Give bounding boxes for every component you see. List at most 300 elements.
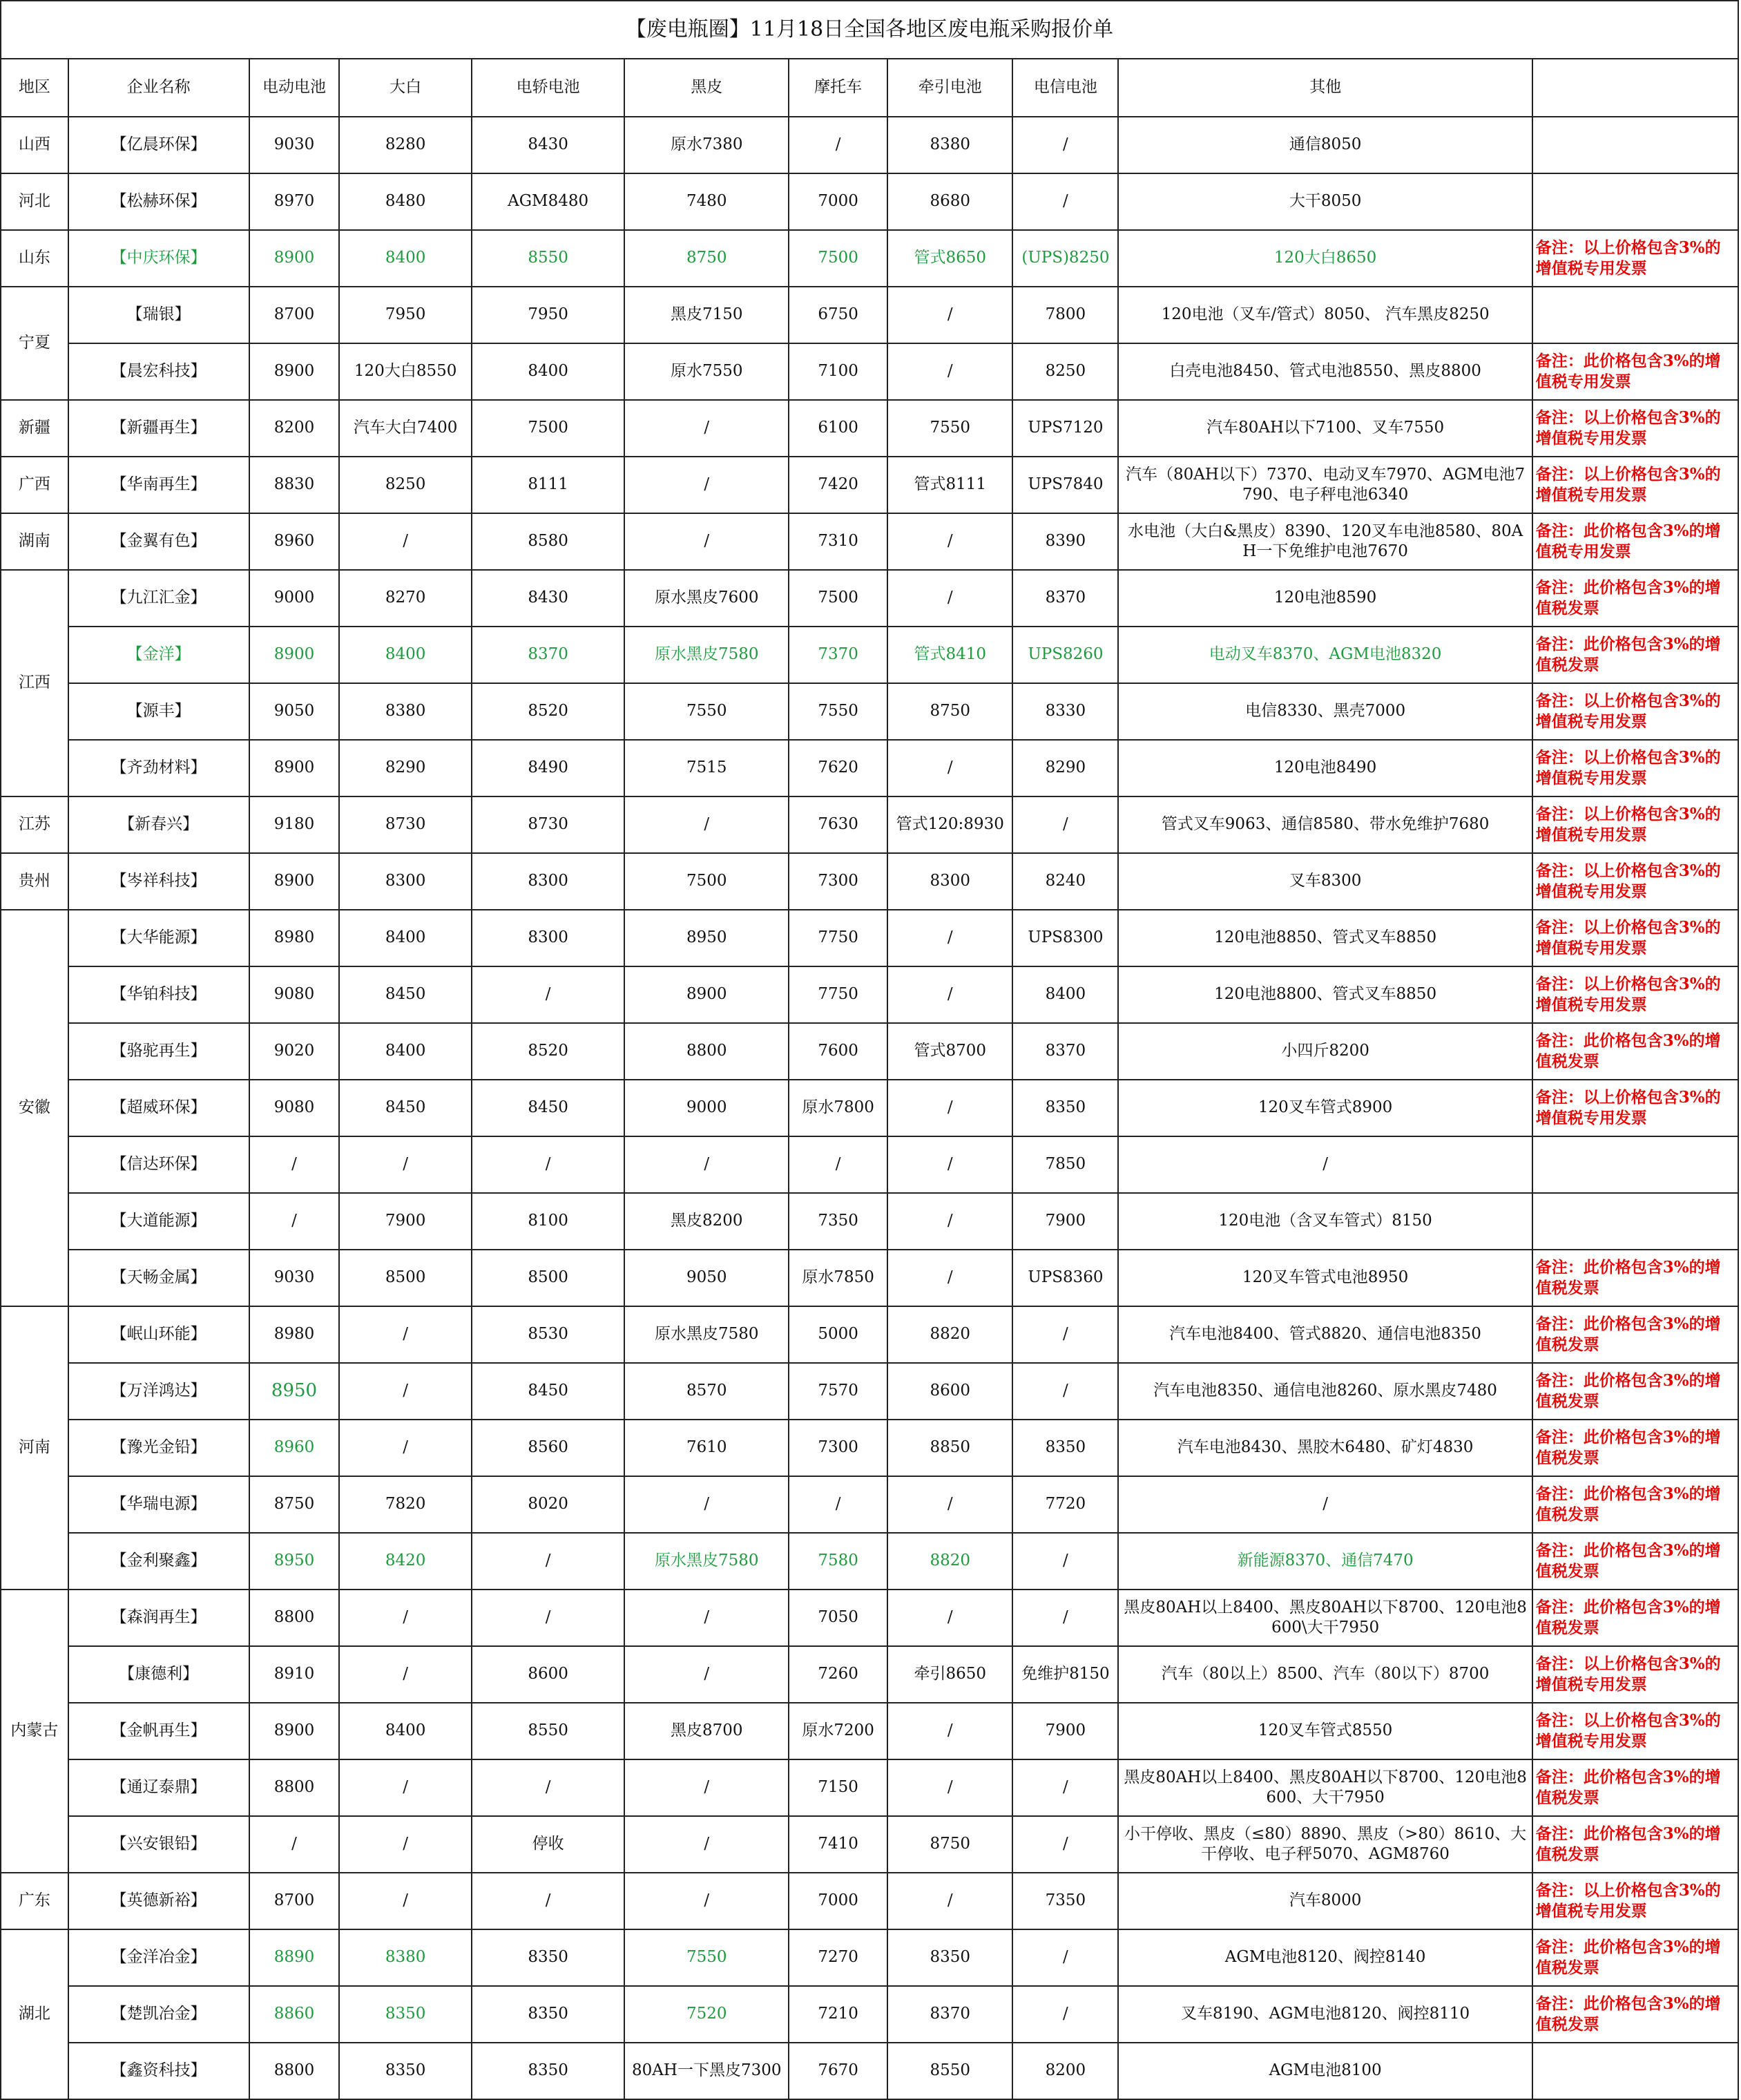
motorcycle-cell: 7410 — [789, 1816, 887, 1873]
electric-battery-cell: 8900 — [249, 343, 340, 400]
telecom-battery-cell: / — [1012, 1816, 1118, 1873]
motorcycle-cell: 7750 — [789, 966, 887, 1023]
note-cell: 备注：以上价格包含3%的增值税专用发票 — [1532, 230, 1738, 287]
telecom-battery-cell: / — [1012, 1533, 1118, 1590]
table-row — [1, 1873, 1738, 1929]
dabai-cell: 8420 — [339, 1533, 471, 1590]
other-cell: 水电池（大白&黑皮）8390、120叉车电池8580、80AH一下免维护电池7670 — [1118, 513, 1532, 570]
telecom-battery-cell: 8370 — [1012, 1023, 1118, 1080]
motorcycle-cell: 7580 — [789, 1533, 887, 1590]
dabai-cell: / — [339, 513, 471, 570]
table-row — [1, 1306, 1738, 1363]
dabai-cell: / — [339, 1816, 471, 1873]
note-cell: 备注：以上价格包含3%的增值税专用发票 — [1532, 1646, 1738, 1703]
header-note — [1532, 59, 1738, 117]
car-battery-cell: 8520 — [472, 1023, 625, 1080]
table-row — [1, 457, 1738, 513]
motorcycle-cell: 7260 — [789, 1646, 887, 1703]
table-row — [1, 1250, 1738, 1306]
car-battery-cell: 8450 — [472, 1080, 625, 1136]
telecom-battery-cell: 8330 — [1012, 683, 1118, 740]
heipi-cell: / — [624, 1816, 789, 1873]
dabai-cell: 120大白8550 — [339, 343, 471, 400]
note-cell: 备注：此价格包含3%的增值税发票 — [1532, 570, 1738, 627]
other-cell: 120电池8850、管式叉车8850 — [1118, 910, 1532, 966]
company-cell: 【金帆再生】 — [68, 1703, 249, 1759]
heipi-cell: 原水7380 — [624, 117, 789, 173]
electric-battery-cell: 8750 — [249, 1476, 340, 1533]
header-traction-battery: 牵引电池 — [887, 59, 1012, 117]
dabai-cell: 8450 — [339, 966, 471, 1023]
car-battery-cell: 8520 — [472, 683, 625, 740]
note-cell: 备注：此价格包含3%的增值税专用发票 — [1532, 343, 1738, 400]
electric-battery-cell: 9030 — [249, 117, 340, 173]
electric-battery-cell: 8900 — [249, 853, 340, 910]
dabai-cell: 8380 — [339, 683, 471, 740]
table-row — [1, 570, 1738, 627]
telecom-battery-cell: (UPS)8250 — [1012, 230, 1118, 287]
other-cell: 120叉车管式8550 — [1118, 1703, 1532, 1759]
note-cell: 备注：此价格包含3%的增值税发票 — [1532, 1250, 1738, 1306]
other-cell: 120叉车管式电池8950 — [1118, 1250, 1532, 1306]
traction-battery-cell: / — [887, 1193, 1012, 1250]
company-cell: 【超威环保】 — [68, 1080, 249, 1136]
motorcycle-cell: 7370 — [789, 627, 887, 683]
dabai-cell: 8250 — [339, 457, 471, 513]
motorcycle-cell: 原水7850 — [789, 1250, 887, 1306]
dabai-cell: 7950 — [339, 287, 471, 343]
electric-battery-cell: / — [249, 1136, 340, 1193]
note-cell: 备注：此价格包含3%的增值税发票 — [1532, 1420, 1738, 1476]
electric-battery-cell: 8900 — [249, 740, 340, 796]
telecom-battery-cell: / — [1012, 1929, 1118, 1986]
other-cell: 新能源8370、通信7470 — [1118, 1533, 1532, 1590]
traction-battery-cell: 管式8650 — [887, 230, 1012, 287]
other-cell: 汽车80AH以下7100、叉车7550 — [1118, 400, 1532, 457]
table-row — [1, 1476, 1738, 1533]
other-cell: 叉车8190、AGM电池8120、阀控8110 — [1118, 1986, 1532, 2043]
table-row — [1, 966, 1738, 1023]
traction-battery-cell: 8380 — [887, 117, 1012, 173]
electric-battery-cell: 8950 — [249, 1533, 340, 1590]
electric-battery-cell: 8960 — [249, 513, 340, 570]
region-cell: 广东 — [1, 1873, 68, 1929]
electric-battery-cell: 8890 — [249, 1929, 340, 1986]
telecom-battery-cell: 7350 — [1012, 1873, 1118, 1929]
car-battery-cell: 8020 — [472, 1476, 625, 1533]
company-cell: 【晨宏科技】 — [68, 343, 249, 400]
dabai-cell: / — [339, 1646, 471, 1703]
dabai-cell: 8270 — [339, 570, 471, 627]
electric-battery-cell: 8900 — [249, 627, 340, 683]
table-row — [1, 1420, 1738, 1476]
other-cell: 汽车8000 — [1118, 1873, 1532, 1929]
dabai-cell: 8400 — [339, 910, 471, 966]
telecom-battery-cell: 8350 — [1012, 1080, 1118, 1136]
other-cell: 汽车（80AH以下）7370、电动叉车7970、AGM电池7790、电子秤电池6340 — [1118, 457, 1532, 513]
company-cell: 【新春兴】 — [68, 796, 249, 853]
other-cell: AGM电池8100 — [1118, 2043, 1532, 2099]
motorcycle-cell: 7050 — [789, 1590, 887, 1646]
dabai-cell: 8290 — [339, 740, 471, 796]
heipi-cell: 7520 — [624, 1986, 789, 2043]
header-company: 企业名称 — [68, 59, 249, 117]
company-cell: 【金洋】 — [68, 627, 249, 683]
table-row — [1, 740, 1738, 796]
car-battery-cell: 8350 — [472, 2043, 625, 2099]
heipi-cell: 黑皮8200 — [624, 1193, 789, 1250]
dabai-cell: 汽车大白7400 — [339, 400, 471, 457]
header-region: 地区 — [1, 59, 68, 117]
company-cell: 【金翼有色】 — [68, 513, 249, 570]
table-row — [1, 1646, 1738, 1703]
motorcycle-cell: 7420 — [789, 457, 887, 513]
note-cell: 备注：此价格包含3%的增值税发票 — [1532, 1533, 1738, 1590]
other-cell: 电动叉车8370、AGM电池8320 — [1118, 627, 1532, 683]
car-battery-cell: 8430 — [472, 570, 625, 627]
heipi-cell: 8750 — [624, 230, 789, 287]
company-cell: 【松赫环保】 — [68, 173, 249, 230]
traction-battery-cell: 管式8410 — [887, 627, 1012, 683]
note-cell: 备注：此价格包含3%的增值税发票 — [1532, 1363, 1738, 1420]
heipi-cell: 8900 — [624, 966, 789, 1023]
motorcycle-cell: 7300 — [789, 1420, 887, 1476]
other-cell: 管式叉车9063、通信8580、带水免维护7680 — [1118, 796, 1532, 853]
other-cell: 电信8330、黑壳7000 — [1118, 683, 1532, 740]
table-row — [1, 343, 1738, 400]
traction-battery-cell: 8820 — [887, 1306, 1012, 1363]
electric-battery-cell: 9180 — [249, 796, 340, 853]
note-cell: 备注：此价格包含3%的增值税发票 — [1532, 1590, 1738, 1646]
table-row — [1, 910, 1738, 966]
electric-battery-cell: 8980 — [249, 910, 340, 966]
heipi-cell: 80AH一下黑皮7300 — [624, 2043, 789, 2099]
traction-battery-cell: 管式8700 — [887, 1023, 1012, 1080]
telecom-battery-cell: UPS8360 — [1012, 1250, 1118, 1306]
other-cell: 120电池8800、管式叉车8850 — [1118, 966, 1532, 1023]
motorcycle-cell: 7630 — [789, 796, 887, 853]
heipi-cell: / — [624, 1476, 789, 1533]
note-cell: 备注：此价格包含3%的增值税发票 — [1532, 1023, 1738, 1080]
motorcycle-cell: 原水7200 — [789, 1703, 887, 1759]
telecom-battery-cell: / — [1012, 796, 1118, 853]
traction-battery-cell: / — [887, 1136, 1012, 1193]
company-cell: 【华南再生】 — [68, 457, 249, 513]
motorcycle-cell: 7500 — [789, 570, 887, 627]
motorcycle-cell: 7000 — [789, 173, 887, 230]
traction-battery-cell: / — [887, 570, 1012, 627]
electric-battery-cell: 9050 — [249, 683, 340, 740]
other-cell: / — [1118, 1136, 1532, 1193]
motorcycle-cell: / — [789, 1476, 887, 1533]
motorcycle-cell: 7300 — [789, 853, 887, 910]
heipi-cell: / — [624, 1759, 789, 1816]
company-cell: 【新疆再生】 — [68, 400, 249, 457]
dabai-cell: 8500 — [339, 1250, 471, 1306]
telecom-battery-cell: 8250 — [1012, 343, 1118, 400]
heipi-cell: / — [624, 513, 789, 570]
traction-battery-cell: 8350 — [887, 1929, 1012, 1986]
company-cell: 【岷山环能】 — [68, 1306, 249, 1363]
dabai-cell: / — [339, 1590, 471, 1646]
car-battery-cell: 8100 — [472, 1193, 625, 1250]
traction-battery-cell: / — [887, 1080, 1012, 1136]
company-cell: 【天畅金属】 — [68, 1250, 249, 1306]
car-battery-cell: AGM8480 — [472, 173, 625, 230]
dabai-cell: / — [339, 1306, 471, 1363]
telecom-battery-cell: 8390 — [1012, 513, 1118, 570]
traction-battery-cell: 8550 — [887, 2043, 1012, 2099]
company-cell: 【楚凯冶金】 — [68, 1986, 249, 2043]
electric-battery-cell: 8800 — [249, 1759, 340, 1816]
region-cell: 江西 — [1, 570, 68, 796]
dabai-cell: 7900 — [339, 1193, 471, 1250]
other-cell: 120电池（叉车/管式）8050、 汽车黑皮8250 — [1118, 287, 1532, 343]
electric-battery-cell: 8830 — [249, 457, 340, 513]
table-row — [1, 1816, 1738, 1873]
company-cell: 【中庆环保】 — [68, 230, 249, 287]
region-cell: 山东 — [1, 230, 68, 287]
note-cell: 备注：此价格包含3%的增值税发票 — [1532, 1476, 1738, 1533]
table-row — [1, 1703, 1738, 1759]
region-cell: 河南 — [1, 1306, 68, 1590]
car-battery-cell: / — [472, 1873, 625, 1929]
telecom-battery-cell: 8290 — [1012, 740, 1118, 796]
company-cell: 【齐劲材料】 — [68, 740, 249, 796]
traction-battery-cell: 管式8111 — [887, 457, 1012, 513]
heipi-cell: 9050 — [624, 1250, 789, 1306]
electric-battery-cell: 9030 — [249, 1250, 340, 1306]
traction-battery-cell: 牵引8650 — [887, 1646, 1012, 1703]
electric-battery-cell: 9080 — [249, 1080, 340, 1136]
company-cell: 【豫光金铅】 — [68, 1420, 249, 1476]
telecom-battery-cell: UPS7120 — [1012, 400, 1118, 457]
car-battery-cell: 8560 — [472, 1420, 625, 1476]
heipi-cell: / — [624, 1873, 789, 1929]
company-cell: 【骆驼再生】 — [68, 1023, 249, 1080]
table-row — [1, 796, 1738, 853]
telecom-battery-cell: 8240 — [1012, 853, 1118, 910]
electric-battery-cell: 8910 — [249, 1646, 340, 1703]
dabai-cell: 8400 — [339, 627, 471, 683]
electric-battery-cell: 8200 — [249, 400, 340, 457]
traction-battery-cell: / — [887, 910, 1012, 966]
dabai-cell: 8300 — [339, 853, 471, 910]
company-cell: 【万洋鸿达】 — [68, 1363, 249, 1420]
company-cell: 【通辽泰鼎】 — [68, 1759, 249, 1816]
company-cell: 【亿晨环保】 — [68, 117, 249, 173]
table-row — [1, 1136, 1738, 1193]
company-cell: 【九江汇金】 — [68, 570, 249, 627]
motorcycle-cell: 7620 — [789, 740, 887, 796]
note-cell — [1532, 2043, 1738, 2099]
telecom-battery-cell: / — [1012, 1306, 1118, 1363]
car-battery-cell: 8300 — [472, 853, 625, 910]
table-row — [1, 400, 1738, 457]
motorcycle-cell: / — [789, 1136, 887, 1193]
note-cell: 备注：以上价格包含3%的增值税专用发票 — [1532, 966, 1738, 1023]
traction-battery-cell: / — [887, 287, 1012, 343]
header-other: 其他 — [1118, 59, 1532, 117]
heipi-cell: 9000 — [624, 1080, 789, 1136]
dabai-cell: 8730 — [339, 796, 471, 853]
other-cell: 120叉车管式8900 — [1118, 1080, 1532, 1136]
electric-battery-cell: 8800 — [249, 1590, 340, 1646]
other-cell: 120大白8650 — [1118, 230, 1532, 287]
dabai-cell: 8350 — [339, 2043, 471, 2099]
company-cell: 【瑞银】 — [68, 287, 249, 343]
table-row — [1, 683, 1738, 740]
telecom-battery-cell: / — [1012, 1759, 1118, 1816]
car-battery-cell: / — [472, 1590, 625, 1646]
heipi-cell: / — [624, 1646, 789, 1703]
note-cell: 备注：此价格包含3%的增值税发票 — [1532, 1306, 1738, 1363]
heipi-cell: / — [624, 1590, 789, 1646]
table-row — [1, 173, 1738, 230]
telecom-battery-cell: 7800 — [1012, 287, 1118, 343]
motorcycle-cell: 6750 — [789, 287, 887, 343]
motorcycle-cell: 7000 — [789, 1873, 887, 1929]
note-cell: 备注：此价格包含3%的增值税发票 — [1532, 1759, 1738, 1816]
electric-battery-cell: 8980 — [249, 1306, 340, 1363]
car-battery-cell: 8450 — [472, 1363, 625, 1420]
table-row — [1, 230, 1738, 287]
table-row — [1, 2043, 1738, 2099]
motorcycle-cell: 7600 — [789, 1023, 887, 1080]
telecom-battery-cell: 8350 — [1012, 1420, 1118, 1476]
company-cell: 【兴安银铅】 — [68, 1816, 249, 1873]
other-cell: 120电池（含叉车管式）8150 — [1118, 1193, 1532, 1250]
region-cell: 宁夏 — [1, 287, 68, 400]
dabai-cell: 8350 — [339, 1986, 471, 2043]
heipi-cell: 8570 — [624, 1363, 789, 1420]
other-cell: 白壳电池8450、管式电池8550、黑皮8800 — [1118, 343, 1532, 400]
motorcycle-cell: 7350 — [789, 1193, 887, 1250]
car-battery-cell: / — [472, 1136, 625, 1193]
region-cell: 广西 — [1, 457, 68, 513]
telecom-battery-cell: 8200 — [1012, 2043, 1118, 2099]
electric-battery-cell: 9000 — [249, 570, 340, 627]
telecom-battery-cell: / — [1012, 1590, 1118, 1646]
electric-battery-cell: / — [249, 1193, 340, 1250]
table-row — [1, 1929, 1738, 1986]
telecom-battery-cell: / — [1012, 173, 1118, 230]
telecom-battery-cell: 8370 — [1012, 570, 1118, 627]
other-cell: 黑皮80AH以上8400、黑皮80AH以下8700、120电池8600、大干7950 — [1118, 1759, 1532, 1816]
note-cell: 备注：此价格包含3%的增值税发票 — [1532, 627, 1738, 683]
car-battery-cell: 7500 — [472, 400, 625, 457]
electric-battery-cell: 8800 — [249, 2043, 340, 2099]
heipi-cell: 8950 — [624, 910, 789, 966]
note-cell: 备注：以上价格包含3%的增值税专用发票 — [1532, 853, 1738, 910]
heipi-cell: / — [624, 1136, 789, 1193]
heipi-cell: 原水7550 — [624, 343, 789, 400]
other-cell: 黑皮80AH以上8400、黑皮80AH以下8700、120电池8600\大干7950 — [1118, 1590, 1532, 1646]
car-battery-cell: 8350 — [472, 1986, 625, 2043]
heipi-cell: 原水黑皮7580 — [624, 1533, 789, 1590]
region-cell: 江苏 — [1, 796, 68, 853]
note-cell: 备注：此价格包含3%的增值税发票 — [1532, 1929, 1738, 1986]
electric-battery-cell: 9080 — [249, 966, 340, 1023]
dabai-cell: 8280 — [339, 117, 471, 173]
traction-battery-cell: / — [887, 513, 1012, 570]
car-battery-cell: 8580 — [472, 513, 625, 570]
note-cell: 备注：此价格包含3%的增值税发票 — [1532, 1986, 1738, 2043]
electric-battery-cell: 8700 — [249, 287, 340, 343]
heipi-cell: 7610 — [624, 1420, 789, 1476]
motorcycle-cell: 7100 — [789, 343, 887, 400]
company-cell: 【森润再生】 — [68, 1590, 249, 1646]
table-row — [1, 1759, 1738, 1816]
table-row — [1, 287, 1738, 343]
car-battery-cell: 8600 — [472, 1646, 625, 1703]
company-cell: 【华铂科技】 — [68, 966, 249, 1023]
note-cell: 备注：以上价格包含3%的增值税专用发票 — [1532, 910, 1738, 966]
table-row — [1, 1193, 1738, 1250]
note-cell: 备注：以上价格包含3%的增值税专用发票 — [1532, 1080, 1738, 1136]
car-battery-cell: 8490 — [472, 740, 625, 796]
other-cell: 通信8050 — [1118, 117, 1532, 173]
telecom-battery-cell: UPS8260 — [1012, 627, 1118, 683]
electric-battery-cell: 8860 — [249, 1986, 340, 2043]
note-cell: 备注：以上价格包含3%的增值税专用发票 — [1532, 457, 1738, 513]
motorcycle-cell: 7500 — [789, 230, 887, 287]
company-cell: 【金利聚鑫】 — [68, 1533, 249, 1590]
note-cell: 备注：以上价格包含3%的增值税专用发票 — [1532, 1703, 1738, 1759]
electric-battery-cell: 8960 — [249, 1420, 340, 1476]
other-cell: 汽车电池8430、黑胶木6480、矿灯4830 — [1118, 1420, 1532, 1476]
note-cell — [1532, 1193, 1738, 1250]
car-battery-cell: 8400 — [472, 343, 625, 400]
electric-battery-cell: / — [249, 1816, 340, 1873]
other-cell: / — [1118, 1476, 1532, 1533]
company-cell: 【鑫资科技】 — [68, 2043, 249, 2099]
note-cell: 备注：以上价格包含3%的增值税专用发票 — [1532, 683, 1738, 740]
car-battery-cell: 8550 — [472, 230, 625, 287]
other-cell: 小干停收、黑皮（≤80）8890、黑皮（>80）8610、大干停收、电子秤5070、AGM8760 — [1118, 1816, 1532, 1873]
note-cell — [1532, 287, 1738, 343]
header-telecom-battery: 电信电池 — [1012, 59, 1118, 117]
traction-battery-cell: 管式120:8930 — [887, 796, 1012, 853]
motorcycle-cell: 7270 — [789, 1929, 887, 1986]
region-cell: 湖南 — [1, 513, 68, 570]
traction-battery-cell: / — [887, 343, 1012, 400]
dabai-cell: / — [339, 1873, 471, 1929]
company-cell: 【英德新裕】 — [68, 1873, 249, 1929]
telecom-battery-cell: / — [1012, 117, 1118, 173]
traction-battery-cell: 8750 — [887, 1816, 1012, 1873]
traction-battery-cell: 8370 — [887, 1986, 1012, 2043]
motorcycle-cell: 原水7800 — [789, 1080, 887, 1136]
dabai-cell: / — [339, 1420, 471, 1476]
heipi-cell: / — [624, 400, 789, 457]
telecom-battery-cell: / — [1012, 1363, 1118, 1420]
telecom-battery-cell: 7720 — [1012, 1476, 1118, 1533]
traction-battery-cell: / — [887, 1873, 1012, 1929]
company-cell: 【金洋冶金】 — [68, 1929, 249, 1986]
car-battery-cell: 8550 — [472, 1703, 625, 1759]
dabai-cell: 8450 — [339, 1080, 471, 1136]
heipi-cell: 8800 — [624, 1023, 789, 1080]
traction-battery-cell: / — [887, 1759, 1012, 1816]
region-cell: 湖北 — [1, 1929, 68, 2099]
company-cell: 【康德利】 — [68, 1646, 249, 1703]
other-cell: 小四斤8200 — [1118, 1023, 1532, 1080]
traction-battery-cell: / — [887, 1250, 1012, 1306]
header-car-battery: 电轿电池 — [472, 59, 625, 117]
heipi-cell: 原水黑皮7580 — [624, 627, 789, 683]
table-title: 【废电瓶圈】11月18日全国各地区废电瓶采购报价单 — [1, 1, 1738, 59]
